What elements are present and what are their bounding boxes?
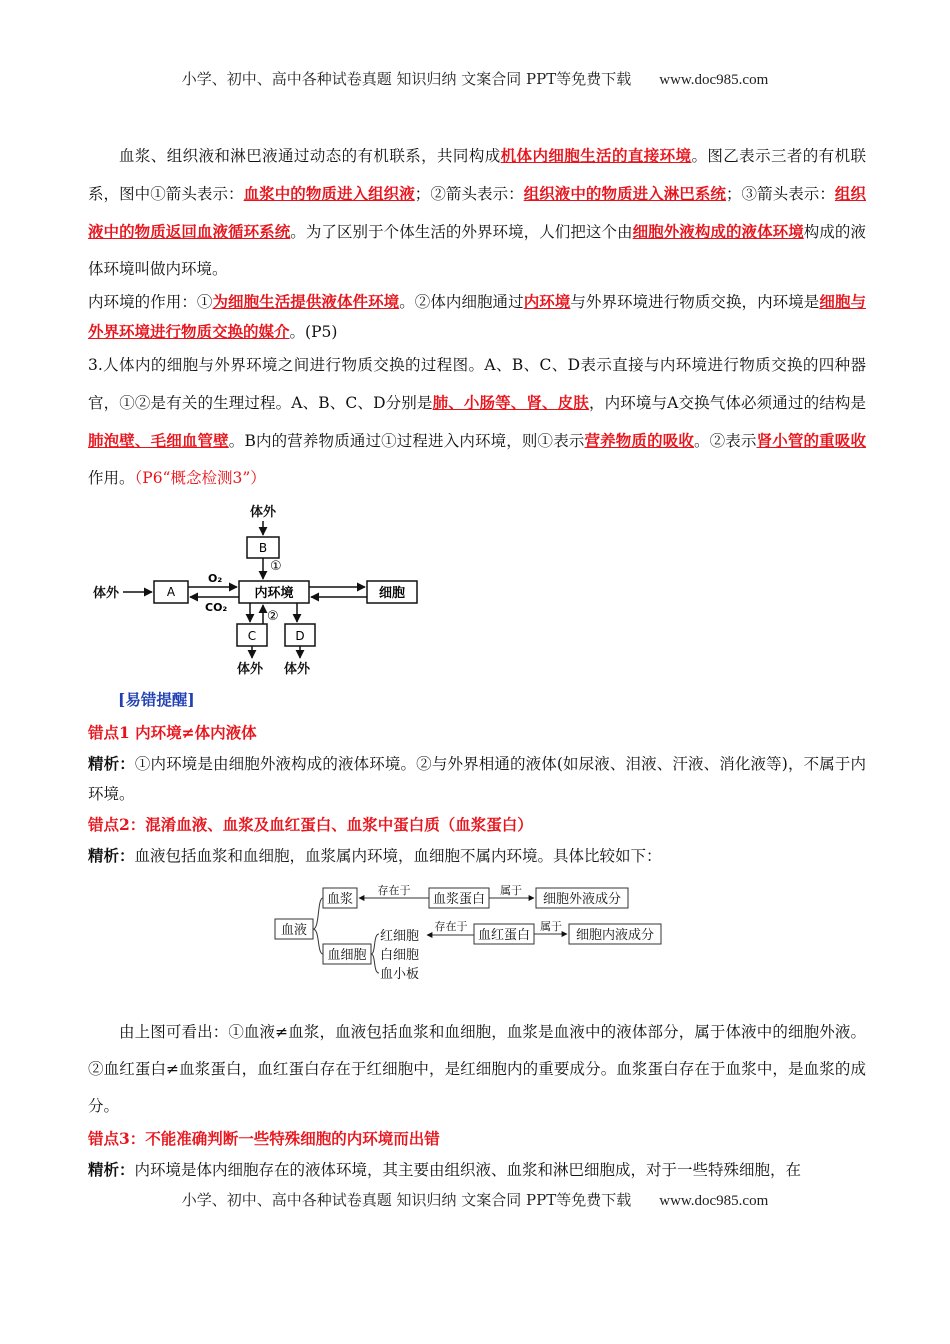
answer-2: 血浆中的物质进入组织液 <box>243 184 415 203</box>
outside-c-label: 体外 <box>236 662 264 677</box>
svg-text:存在于: 存在于 <box>434 920 468 933</box>
co2-label: CO₂ <box>205 601 228 614</box>
blood-cell-label: 血细胞 <box>327 948 367 963</box>
paragraph-question-3: 3.人体内的细胞与外界环境之间进行物质交换的过程图。A、B、C、D表示直接与内环境进行物质交换的四种器官，①②是有关的生理过程。A、B、C、D分别是肺、小肠等、肾、皮肤，内环境与A交换气体必须通过的结构是肺泡壁、毛细血管壁。B内的营养物质通过①过程进入内环境，则①表示营养物质的吸收。②表示肾小管的重吸收作用。（P6“概念检测3”） <box>88 356 866 487</box>
answer-3: 组织液中的物质进入淋巴系统 <box>523 184 726 203</box>
svg-text:C: C <box>247 629 257 643</box>
page-footer <box>0 1189 950 1210</box>
svg-text:细胞: 细胞 <box>378 586 406 601</box>
hemoglobin-label: 血红蛋白 <box>477 928 531 943</box>
error-point-1-analysis: 精析：①内环境是由细胞外液构成的液体环境。②与外界相通的液体(如尿液、泪液、汗液、消化液等)，不属于内环境。 <box>88 754 866 803</box>
platelet-label: 血小板 <box>380 967 420 982</box>
error-point-2-analysis: 精析：血液包括血浆和血细胞，血浆属内环境，血细胞不属内环境。具体比较如下： <box>88 846 662 865</box>
outside-top-label: 体外 <box>249 505 277 520</box>
header-url[interactable]: www.doc985.com <box>659 72 769 88</box>
wbc-label: 白细胞 <box>380 948 420 963</box>
footer-text: 小学、初中、高中各种试卷真题 知识归纳 文案合同 PPT等免费下载 <box>181 1191 632 1209</box>
reminder-heading: [易错提醒] <box>118 690 195 709</box>
plasma-protein-label: 血浆蛋白 <box>432 892 486 907</box>
answer-5: 细胞外液构成的液体环境 <box>632 222 804 241</box>
page-header <box>0 68 950 89</box>
intracellular-label: 细胞内液成分 <box>575 928 655 943</box>
extracellular-label: 细胞外液成分 <box>542 892 622 907</box>
outside-left-label: 体外 <box>93 586 120 601</box>
error-point-3-analysis: 精析：内环境是体内细胞存在的液体环境，其主要由组织液、血浆和淋巴细胞成，对于一些特殊细胞，在 <box>88 1160 802 1179</box>
answer-1: 机体内细胞生活的直接环境 <box>500 146 692 165</box>
svg-text:属于: 属于 <box>500 884 522 897</box>
svg-text:D: D <box>295 629 305 643</box>
process-2-label: ② <box>267 609 279 624</box>
header-text: 小学、初中、高中各种试卷真题 知识归纳 文案合同 PPT等免费下载 <box>181 70 632 88</box>
footer-url[interactable]: www.doc985.com <box>659 1193 769 1209</box>
paragraph-internal-environment: 血浆、组织液和淋巴液通过动态的有机联系，共同构成机体内细胞生活的直接环境。图乙表示三者的有机联系，图中①箭头表示：血浆中的物质进入组织液；②箭头表示：组织液中的物质进入淋巴系统；③箭头表示：组织液中的物质返回血液循环系统。为了区别于个体生活的外界环境，人们把这个由细胞外液构成的液体环境构成的液体环境叫做内环境。 <box>88 146 866 278</box>
error-point-3-title: 错点3：不能准确判断一些特殊细胞的内环境而出错 <box>88 1129 440 1148</box>
svg-text:存在于: 存在于 <box>377 884 411 897</box>
answer-4: 组织液中的物质返回血液循环系统 <box>88 184 866 241</box>
process-1-label: ① <box>270 559 282 574</box>
outside-d-label: 体外 <box>283 662 311 677</box>
svg-text:内环境: 内环境 <box>254 586 294 601</box>
exchange-diagram <box>85 500 435 680</box>
blood-label: 血液 <box>280 923 308 938</box>
error-point-2-title: 错点2：混淆血液、血浆及血红蛋白、血浆中蛋白质（血浆蛋白） <box>88 815 533 834</box>
paragraph-conclusion: 由上图可看出：①血液≠血浆，血液包括血浆和血细胞，血浆是血液中的液体部分，属于体液中的细胞外液。②血红蛋白≠血浆蛋白，血红蛋白存在于红细胞中，是红细胞内的重要成分。血浆蛋白存在于血浆中，是血浆的成分。 <box>88 1023 866 1115</box>
svg-text:属于: 属于 <box>540 920 562 933</box>
rbc-label: 红细胞 <box>380 929 420 944</box>
error-point-1-title: 错点1 内环境≠体内液体 <box>88 723 257 742</box>
o2-label: O₂ <box>208 572 223 585</box>
paragraph-function: 内环境的作用：①为细胞生活提供液体件环境。②体内细胞通过内环境与外界环境进行物质交换，内环境是细胞与外界环境进行物质交换的媒介。(P5) <box>88 292 866 341</box>
blood-comparison-diagram <box>270 880 670 985</box>
svg-text:B: B <box>258 541 268 555</box>
svg-text:A: A <box>166 585 176 599</box>
plasma-label: 血浆 <box>326 892 354 907</box>
